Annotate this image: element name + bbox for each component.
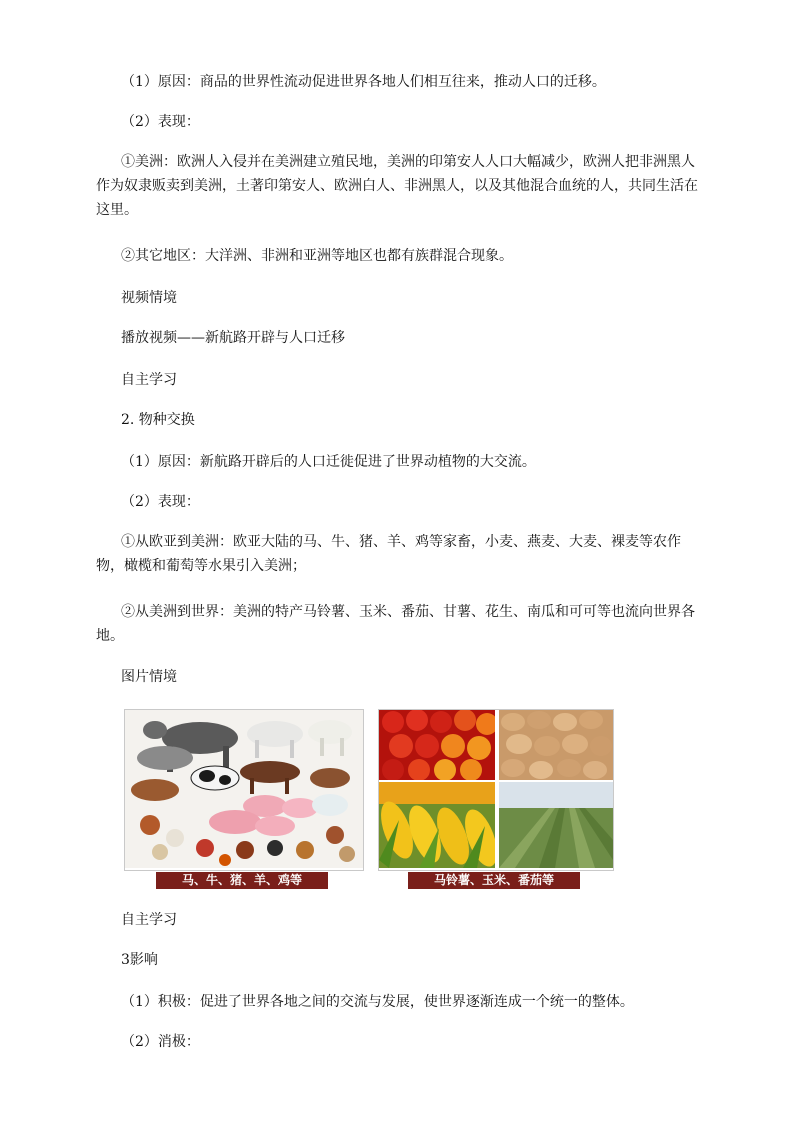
crops-caption: 马铃薯、玉米、番茄等 [408,872,580,889]
species-exchange-heading: 2. 物种交换 [121,412,195,428]
migration-americas-paragraph: ①美洲：欧洲人入侵并在美洲建立殖民地，美洲的印第安人人口大幅减少，欧洲人把非洲黑人作为奴隶贩卖到美洲，土著印第安人、欧洲白人、非洲黑人，以及其他混合血统的人，共同生活在这里。 [96,154,698,218]
crops-image [378,709,614,871]
picture-context-heading: 图片情境 [121,669,177,685]
species-exchange-cause: （1）原因：新航路开辟后的人口迁徙促进了世界动植物的大交流。 [121,454,536,470]
animals-figure [124,709,364,889]
self-study-heading-2: 自主学习 [121,912,177,928]
impact-positive: （1）积极：促进了世界各地之间的交流与发展，使世界逐渐连成一个统一的整体。 [121,994,634,1010]
impact-negative: （2）消极： [121,1034,200,1050]
corn-illustration [379,782,503,868]
video-title: 播放视频——新航路开辟与人口迁移 [121,330,345,346]
migration-cause: （1）原因：商品的世界性流动促进世界各地人们相互往来，推动人口的迁移。 [121,74,606,90]
impact-heading: 3影响 [121,952,158,968]
animals-image [124,709,364,871]
potato-illustration [499,710,613,780]
video-context-heading: 视频情境 [121,290,177,306]
eurasia-to-americas-paragraph: ①从欧亚到美洲：欧亚大陆的马、牛、猪、羊、鸡等家畜，小麦、燕麦、大麦、裸麦等农作物，橄榄和葡萄等水果引入美洲； [96,534,681,574]
species-manifestation-heading: （2）表现： [121,494,200,510]
migration-other-regions: ②其它地区：大洋洲、非洲和亚洲等地区也都有族群混合现象。 [121,248,513,264]
crop-field-illustration [499,782,613,868]
animals-caption: 马、牛、猪、羊、鸡等 [156,872,328,889]
crops-figure [378,709,614,889]
americas-to-world-paragraph: ②从美洲到世界：美洲的特产马铃薯、玉米、番茄、甘薯、花生、南瓜和可可等也流向世界各地。 [96,604,695,644]
migration-manifestation-heading: （2）表现： [121,114,200,130]
tomato-illustration [379,710,498,781]
self-study-heading-1: 自主学习 [121,372,177,388]
